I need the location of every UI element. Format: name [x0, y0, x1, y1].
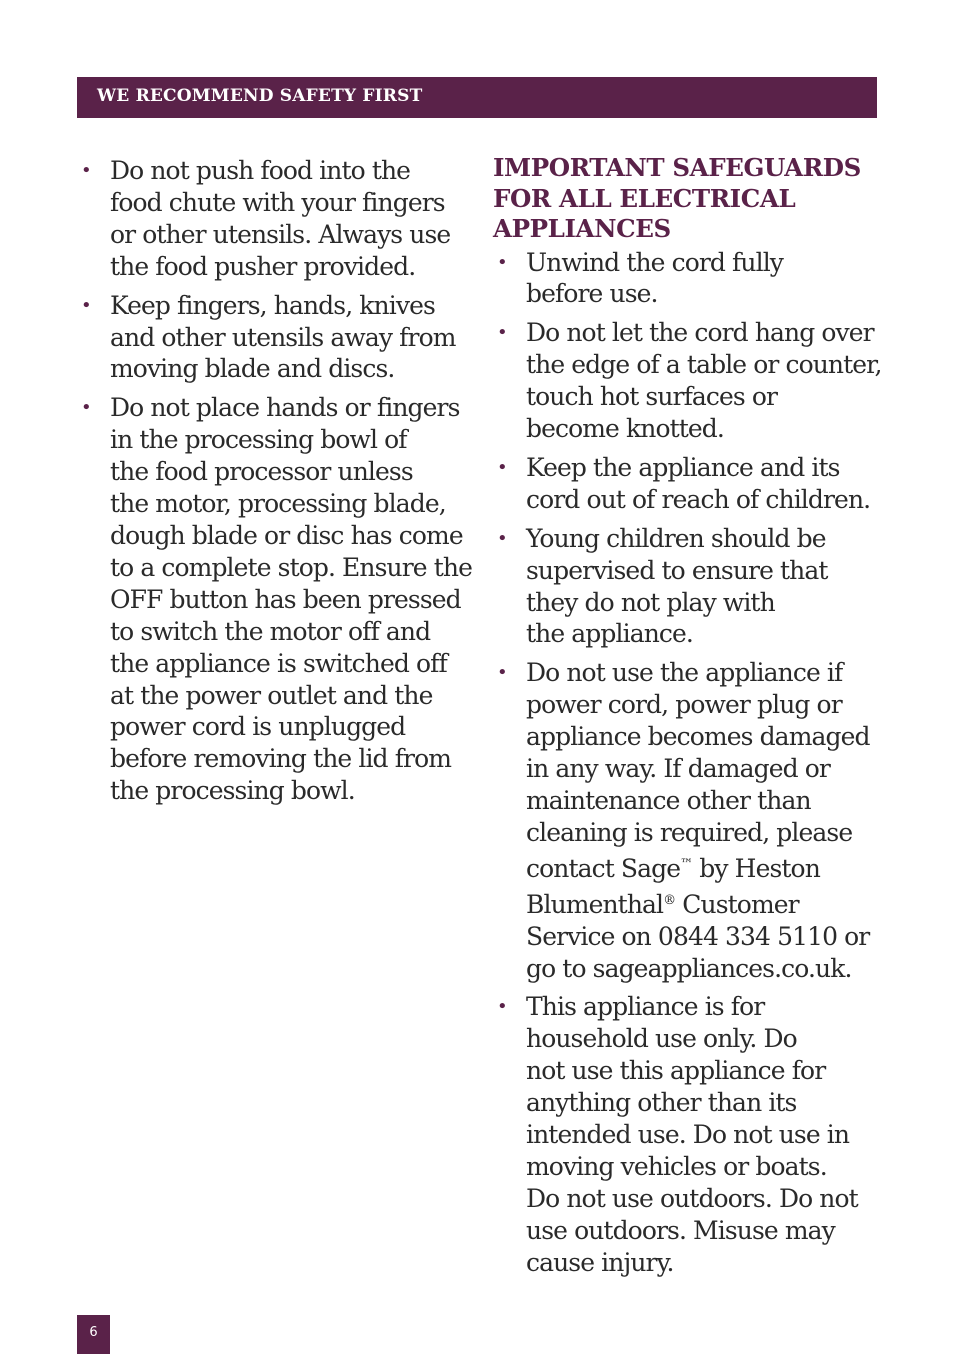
safety-list-right	[493, 247, 883, 1279]
bullet-icon: •	[497, 527, 507, 549]
trademark-symbol: ™	[680, 856, 693, 872]
section-heading: IMPORTANT SAFEGUARDS FOR ALL ELECTRICAL APPLIANCES	[493, 153, 861, 243]
page-number-badge	[77, 1315, 110, 1354]
list-item: • This appliance is for household use only. Do not use this appliance for anything other than its intended use. Do not use in moving vehicles or boats. Do not use outdoors. Do not use outdoors. Misuse may cause injury.	[497, 992, 858, 1277]
bullet-icon: •	[497, 251, 507, 273]
list-item: • Young children should be supervised to ensure that they do not play with the appliance.	[497, 523, 828, 649]
section-banner	[77, 77, 877, 118]
list-item: • Do not place hands or fingers in the processing bowl of the food processor unless the motor, processing blade, dough blade or disc has come to a complete stop. Ensure the OFF button has been pressed to switch the motor off and the appliance is switched off at the power outlet and the power cord is unplugged before removing the lid from the processing bowl.	[81, 393, 472, 806]
list-item: • Do not push food into the food chute with your fingers or other utensils. Always use the food pusher provided.	[81, 156, 451, 281]
bullet-icon: •	[497, 322, 507, 344]
registered-symbol: ®	[663, 892, 676, 908]
bullet-icon: •	[497, 996, 507, 1018]
bullet-icon: •	[497, 456, 507, 478]
bullet-icon: •	[81, 397, 91, 419]
bullet-icon: •	[81, 160, 91, 181]
list-item: • Do not use the appliance if power cord, power plug or appliance becomes damaged in any way. If damaged or maintenance other than cleaning is required, please contact Sage™ by Heston Blumenthal® Customer Service on 0844 334 5110 or go to sageappliances.co.uk.	[497, 658, 870, 983]
list-item: • Unwind the cord fully before use.	[497, 247, 784, 309]
right-column	[493, 153, 883, 1286]
left-column	[77, 155, 472, 814]
page-number: 6	[89, 1325, 98, 1340]
banner-title: WE RECOMMEND SAFETY FIRST	[97, 86, 423, 106]
bullet-icon: •	[81, 294, 91, 316]
list-item: • Do not let the cord hang over the edge of a table or counter, touch hot surfaces or become knotted.	[497, 318, 882, 444]
safety-list-left	[77, 155, 472, 807]
list-item: • Keep fingers, hands, knives and other utensils away from moving blade and discs.	[81, 290, 456, 384]
list-item: • Keep the appliance and its cord out of reach of children.	[497, 452, 871, 514]
bullet-icon: •	[497, 662, 507, 684]
